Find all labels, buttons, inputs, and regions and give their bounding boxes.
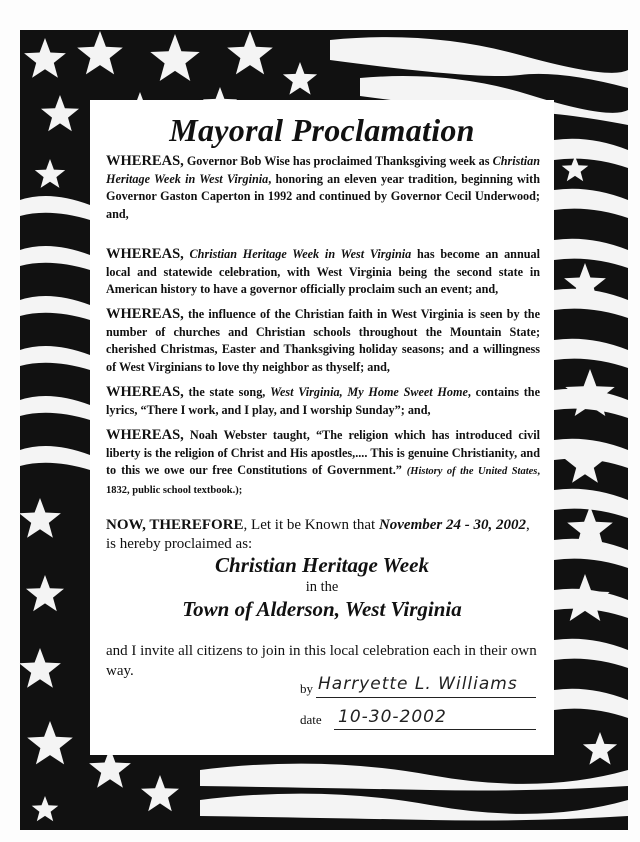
whereas-paragraph-5: WHEREAS, Noah Webster taught, “The religion which has introduced civil liberty is the religion of Christ and His apostles,.... This is genuine Christianity, and to this we owe our free Constitutions of Government.” (History of the United States, 1832, public school textbook.); — [106, 427, 540, 496]
whereas-label: WHEREAS, — [106, 306, 184, 322]
handwritten-date: 10-30-2002 — [338, 707, 447, 727]
town-heading: Town of Alderson, West Virginia — [182, 597, 462, 621]
by-label: by — [300, 681, 313, 696]
whereas-paragraph-4: WHEREAS, the state song, West Virginia, My Home Sweet Home, contains the lyrics, “There I work, and I play, and I worship Sunday”; and, — [106, 384, 540, 417]
now-therefore-label: NOW, THEREFORE — [106, 517, 244, 533]
whereas-paragraph-3: WHEREAS, the influence of the Christian faith in West Virginia is seen by the number of churches and Christian schools throughout the Mountain State; cherished Christmas, Easter and Thanksgiving holiday seasons; and a willingness of West Virginians to love thy neighbor as thyself; and, — [106, 306, 540, 374]
whereas-label: WHEREAS, — [106, 384, 184, 400]
whereas-label: WHEREAS, — [106, 427, 184, 443]
invitation-text: and I invite all citizens to join in this local celebration each in their own way. — [106, 643, 537, 679]
whereas-label: WHEREAS, — [106, 246, 184, 262]
whereas-paragraph-1: WHEREAS, Governor Bob Wise has proclaimed Thanksgiving week as Christian Heritage Week in West Virginia, honoring an eleven year tradition, beginning with Governor Gaston Caperton in 1992 and continued by Governor Cecil Underwood; and, — [106, 153, 540, 221]
proclamation-title: Mayoral Proclamation — [169, 112, 475, 148]
whereas-label: WHEREAS, — [106, 153, 184, 169]
signature-line — [316, 697, 536, 698]
now-therefore-statement: NOW, THEREFORE, Let it be Known that November 24 - 30, 2002, is hereby proclaimed as: — [106, 517, 530, 552]
whereas-paragraph-2: WHEREAS, Christian Heritage Week in West Virginia has become an annual local and statewide celebration, with West Virginia being the second state in American history to have a governor officially proclaim such an event; and, — [106, 246, 540, 297]
mayor-signature: Harryette L. Williams — [318, 674, 518, 694]
date-line — [334, 729, 536, 730]
in-the-label: in the — [305, 579, 339, 595]
date-label: date — [300, 712, 322, 727]
proclaimed-dates: November 24 - 30, 2002 — [378, 517, 526, 533]
proclaimed-week-heading: Christian Heritage Week — [215, 553, 429, 577]
